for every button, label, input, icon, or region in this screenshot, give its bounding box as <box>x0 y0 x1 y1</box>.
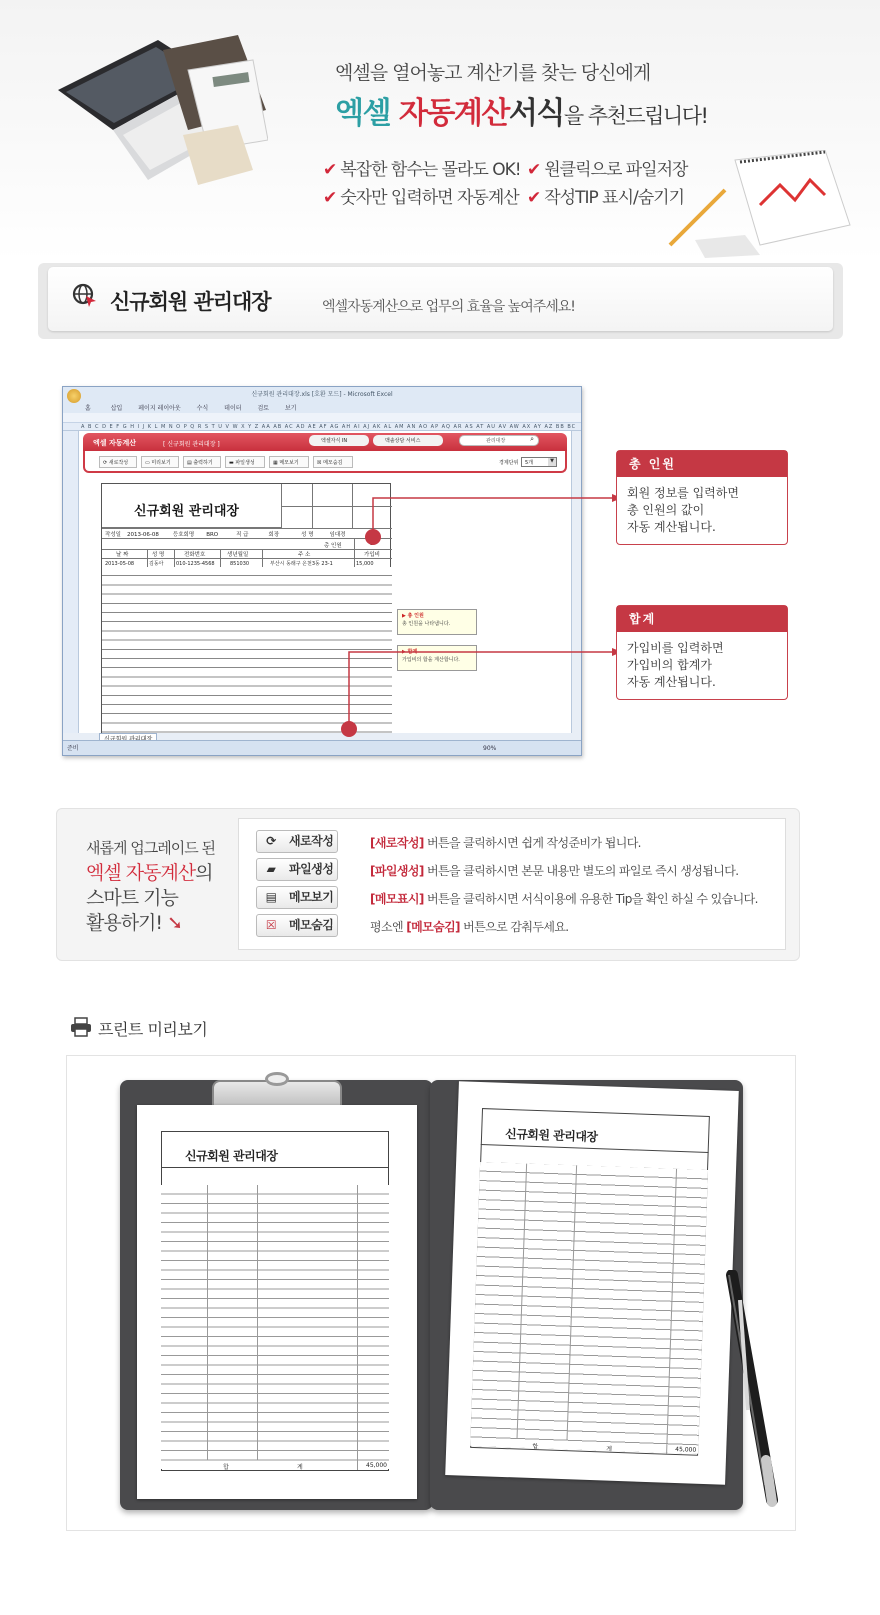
col-date: 날 짜 <box>116 552 129 558</box>
makefile-desc: [파일생성] 버튼을 클릭하시면 본문 내용만 별도의 파일로 즉시 생성됩니다. <box>370 864 739 878</box>
btn-makefile[interactable]: ▬ 파일생성 <box>225 456 265 468</box>
link-excel-in[interactable]: 엑셀자식 IN <box>309 435 369 446</box>
currency-select[interactable]: 5개 ▼ <box>521 457 557 467</box>
row-headers <box>63 431 79 735</box>
laptop-calculator-illustration <box>38 30 268 200</box>
memo-show-button[interactable]: ▤ 메모보기 <box>256 886 338 909</box>
callout-sum-title: 합계 <box>617 606 787 632</box>
info-row: 작성일 2013-06-08 등호회명 BRO 직 급 회장 성 명 임대경 <box>105 532 346 538</box>
callout-total-title: 총 인원 <box>617 451 787 477</box>
globe-cursor-icon <box>72 283 98 309</box>
tab-insert[interactable]: 삽입 <box>110 405 123 412</box>
autocalc-toolbar <box>79 431 569 475</box>
btn-new[interactable]: ⟳ 새로작성 <box>99 456 137 468</box>
checkmark-icon: ✔ <box>323 160 337 180</box>
new-button[interactable]: ⟳ 새로작성 <box>256 830 338 853</box>
band-logo: 엑셀 자동계산 <box>93 439 137 447</box>
callout-connectors <box>340 480 630 740</box>
memo-hide-desc: 평소엔 [메모숨김] 버튼으로 감춰두세요. <box>370 920 569 934</box>
column-headers: A B C D E F G H I J K L M N O P Q R S T U V W X Y Z AA AB AC AD AE AF AG AH AI AJ AK AL AM AN AO AP AQ AR AS AT AU AV AW AX AY AZ BB BC <box>63 423 581 431</box>
currency-label: 경제단위 <box>499 460 519 466</box>
col-phone: 전화번호 <box>184 552 206 558</box>
memo-sum: ▶ 합계 가입비의 합을 계산합니다. <box>397 645 477 671</box>
tab-home[interactable]: 홈 <box>85 405 91 412</box>
makefile-button[interactable]: ▰ 파일생성 <box>256 858 338 881</box>
callout-total: 총 인원 회원 정보를 입력하면 총 인원의 값이 자동 계산됩니다. <box>616 450 788 545</box>
btn-memo-hide[interactable]: ☒ 메모숨김 <box>313 456 353 468</box>
col-fee: 가입비 <box>364 552 380 558</box>
tab-review[interactable]: 검토 <box>257 405 270 412</box>
callout-sum: 합계 가입비를 입력하면 가입비의 합계가 자동 계산됩니다. <box>616 605 788 700</box>
btn-preview[interactable]: ▭ 미리보기 <box>141 456 179 468</box>
hero-check-1: ✔ 복잡한 함수는 몰라도 OK! <box>323 160 521 180</box>
memo-show-desc: [메모표시] 버튼을 클릭하시면 서식이용에 유용한 Tip을 확인 하실 수 있습니다. <box>370 892 758 906</box>
table-row: 2013-05-08 김동아 010-1235-4568 851030 부산시 동래구 온천3동 23-1 15,000 <box>105 561 374 567</box>
col-name: 성 명 <box>152 552 165 558</box>
excel-window-title: 신규회원 관리대장.xls [호환 모드] - Microsoft Excel <box>251 391 393 398</box>
page-title: 신규회원 관리대장 <box>110 290 271 314</box>
marker-sum <box>341 721 357 737</box>
link-consult[interactable]: 맥솔상담 서비스 <box>373 435 443 446</box>
hero-check-3: ✔ 숫자만 입력하면 자동계산 <box>323 188 519 208</box>
col-address: 주 소 <box>298 552 311 558</box>
print-preview-title: 프린트 미리보기 <box>98 1020 208 1039</box>
marker-total <box>365 529 381 545</box>
btn-memo-show[interactable]: ▦ 메모보기 <box>269 456 309 468</box>
print-sum-value: 45,000 <box>366 1462 387 1469</box>
band-doc-name: [ 신규회원 관리대장 ] <box>163 441 220 448</box>
tab-data[interactable]: 데이터 <box>224 405 242 412</box>
memo-icon: ▤ <box>265 890 277 904</box>
new-desc: [새로작성] 버튼을 클릭하시면 쉽게 작성준비가 됩니다. <box>370 836 641 850</box>
hero-title: 엑셀 자동계산서식을 추천드립니다! <box>335 96 708 131</box>
ribbon-tabs <box>85 403 297 412</box>
search-icon: ⌕ <box>530 435 534 443</box>
memo-hide-button[interactable]: ☒ 메모숨김 <box>256 914 338 937</box>
page-subtitle: 엑셀자동계산으로 업무의 효율을 높여주세요! <box>322 299 575 315</box>
btn-print[interactable]: ▤ 출력하기 <box>183 456 221 468</box>
formula-bar[interactable] <box>63 413 581 423</box>
print-page-1-title: 신규회원 관리대장 <box>185 1149 278 1163</box>
folder-icon: ▰ <box>266 862 276 876</box>
ledger-title: 신규회원 관리대장 <box>134 504 239 519</box>
pen-illustration <box>720 1270 790 1510</box>
print-page-2-title: 신규회원 관리대장 <box>504 1126 598 1145</box>
zoom-level: 90% <box>483 745 497 752</box>
print-page-1: 신규회원 관리대장 합 계 45,000 <box>137 1105 417 1499</box>
total-label: 총 인원 <box>324 543 342 549</box>
notepad-chart-illustration <box>665 150 855 260</box>
printer-icon <box>70 1017 92 1037</box>
hero-check-4: ✔ 작성TIP 표시/숨기기 <box>527 188 684 208</box>
tab-layout[interactable]: 페이지 레이아웃 <box>138 405 181 412</box>
tab-formula[interactable]: 수식 <box>196 405 209 412</box>
memo-hide-icon: ☒ <box>265 918 277 932</box>
hero-check-2: ✔ 원클릭으로 파일저장 <box>527 160 688 180</box>
chevron-down-icon: ▼ <box>548 458 556 466</box>
hero-subtitle: 엑셀을 열어놓고 계산기를 찾는 당신에게 <box>335 62 651 84</box>
cursor-arrow-icon: ➘ <box>167 912 183 934</box>
band-search-input[interactable]: 관리대장 ⌕ <box>459 435 539 446</box>
status-bar: 준비 90% <box>63 740 581 755</box>
checkmark-icon: ✔ <box>323 188 337 208</box>
col-birth: 생년월일 <box>227 552 249 558</box>
refresh-icon: ⟳ <box>266 834 276 848</box>
features-intro: 새롭게 업그레이드 된 엑셀 자동계산의 스마트 기능 활용하기! ➘ <box>86 839 215 934</box>
checkmark-icon: ✔ <box>527 188 541 208</box>
memo-total: ▶ 총 인원 총 인원을 나타냅니다. <box>397 609 477 635</box>
print-page-2: 신규회원 관리대장 합 계 45,000 <box>445 1081 739 1485</box>
tab-view[interactable]: 보기 <box>284 405 297 412</box>
office-button-icon[interactable] <box>67 389 81 403</box>
checkmark-icon: ✔ <box>527 160 541 180</box>
